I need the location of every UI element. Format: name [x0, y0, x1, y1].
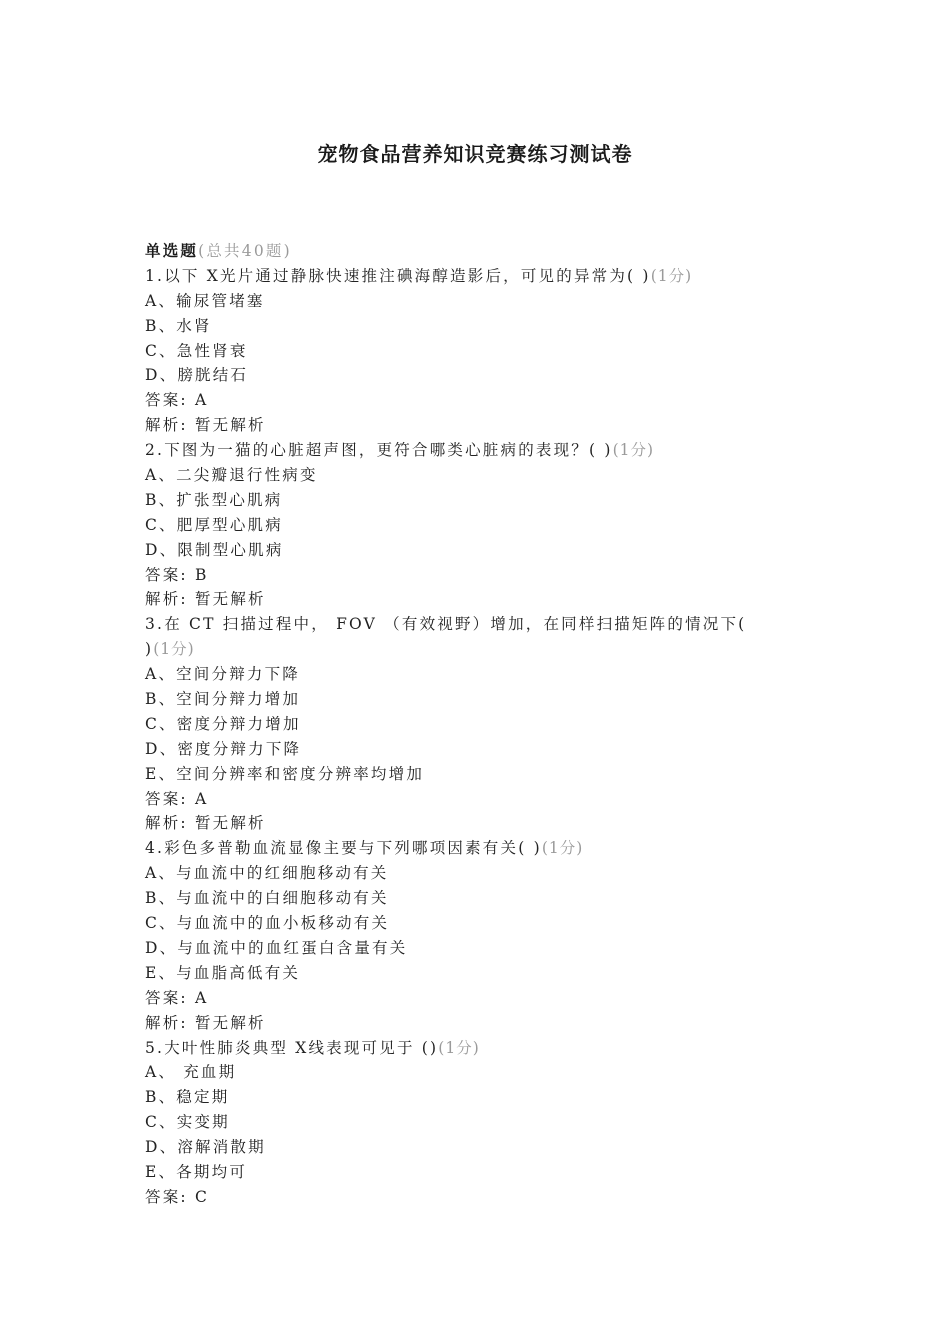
- question-score: (1分): [153, 640, 195, 659]
- answer-label: 答案:: [145, 1187, 195, 1206]
- answer-value: A: [194, 391, 209, 410]
- analysis-line: 解析: 暂无解析: [145, 416, 266, 435]
- section-count: (总共40题): [198, 242, 292, 260]
- option: B、稳定期: [145, 1088, 230, 1107]
- option: D、膀胱结石: [145, 366, 249, 385]
- option: A、 充血期: [145, 1063, 237, 1082]
- option: A、与血流中的红细胞移动有关: [145, 864, 389, 883]
- answer-value: A: [194, 988, 209, 1007]
- question-text: 5.大叶性肺炎典型 X线表现可见于 (): [145, 1038, 439, 1057]
- option: C、肥厚型心肌病: [145, 515, 283, 534]
- answer-line: [145, 787, 795, 812]
- question-score: (1分): [612, 441, 655, 460]
- option: E、空间分辨率和密度分辨率均增加: [145, 764, 425, 783]
- option: A、输尿管堵塞: [145, 291, 265, 310]
- answer-label: 答案:: [145, 565, 195, 584]
- analysis-line: 解析: 暂无解析: [145, 814, 266, 833]
- analysis-line: 解析: 暂无解析: [145, 1013, 266, 1032]
- option: C、密度分辩力增加: [145, 714, 301, 733]
- option: B、与血流中的白细胞移动有关: [145, 889, 389, 908]
- option: A、空间分辩力下降: [145, 665, 300, 684]
- question-stem: [145, 264, 795, 289]
- answer-line: [145, 986, 795, 1011]
- section-heading: [145, 239, 795, 264]
- question-text: 2.下图为一猫的心脏超声图，更符合哪类心脏病的表现？( ): [145, 441, 613, 460]
- option: B、空间分辩力增加: [145, 690, 301, 709]
- option: D、限制型心肌病: [145, 540, 284, 559]
- question-stem: [145, 438, 795, 463]
- answer-line: [145, 1185, 795, 1210]
- answer-value: A: [194, 789, 209, 808]
- question-score: (1分): [438, 1038, 480, 1057]
- option: C、急性肾衰: [145, 341, 248, 360]
- option: E、与血脂高低有关: [145, 963, 301, 982]
- answer-label: 答案:: [145, 988, 195, 1007]
- option: C、与血流中的血小板移动有关: [145, 914, 390, 933]
- answer-label: 答案:: [145, 391, 195, 410]
- option: D、密度分辩力下降: [145, 739, 302, 758]
- option: B、水肾: [145, 316, 212, 335]
- page-title: 宠物食品营养知识竞赛练习测试卷: [317, 142, 633, 166]
- question-list: [145, 239, 795, 1210]
- answer-line: [145, 388, 795, 413]
- option: C、实变期: [145, 1113, 230, 1132]
- section-label: 单选题: [145, 241, 199, 260]
- question-text: 1.以下 X光片通过静脉快速推注碘海醇造影后，可见的异常为( ): [145, 266, 651, 285]
- question-text: ): [145, 640, 154, 659]
- question-score: (1分): [541, 839, 584, 858]
- question-text: 4.彩色多普勒血流显像主要与下列哪项因素有关( ): [145, 839, 542, 858]
- question-stem: [145, 1036, 795, 1061]
- option: A、二尖瓣退行性病变: [145, 466, 318, 485]
- option: B、扩张型心肌病: [145, 490, 283, 509]
- option: D、与血流中的血红蛋白含量有关: [145, 938, 408, 957]
- question-score: (1分): [650, 266, 693, 285]
- option: D、溶解消散期: [145, 1138, 266, 1157]
- answer-value: C: [194, 1187, 210, 1206]
- analysis-line: 解析: 暂无解析: [145, 590, 266, 609]
- question-stem: 3.在 CT 扫描过程中， FOV （有效视野）增加，在同样扫描矩阵的情况下(: [145, 615, 747, 634]
- question-stem: [145, 836, 795, 861]
- answer-value: B: [194, 565, 209, 584]
- option: E、各期均可: [145, 1162, 248, 1181]
- question-stem-continued: [145, 637, 795, 662]
- answer-line: [145, 563, 795, 588]
- answer-label: 答案:: [145, 789, 195, 808]
